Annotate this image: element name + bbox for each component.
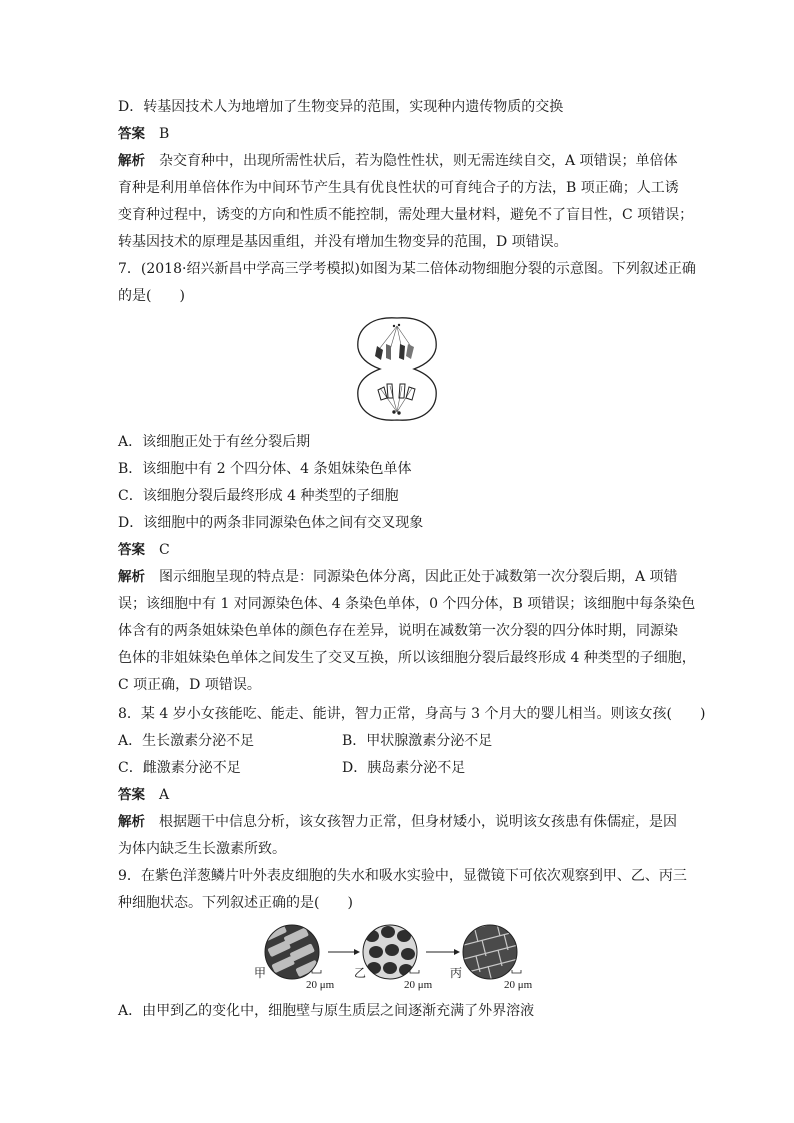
q8-analysis-line: 为体内缺乏生长激素所致。 xyxy=(118,841,286,857)
scale-label: 20 μm xyxy=(306,979,335,991)
scale-label: 20 μm xyxy=(504,979,533,991)
figure-label: 乙 xyxy=(354,966,367,980)
answer-value: C xyxy=(159,542,170,558)
q7-option: A．该细胞正处于有丝分裂后期 xyxy=(118,434,311,450)
q8-stem: 8．某 4 岁小女孩能吃、能走、能讲，智力正常，身高与 3 个月大的婴儿相当。则该女孩( ) xyxy=(118,706,706,722)
onion-cell-figure xyxy=(250,922,550,994)
q6-analysis-line: 育种是利用单倍体作为中间环节产生具有优良性状的可育纯合子的方法，B 项正确；人工诱 xyxy=(118,180,679,196)
q7-stem: 的是( ) xyxy=(118,288,185,304)
analysis-label: 解析 xyxy=(118,814,145,830)
q7-analysis-line: 体含有的两条姐妹染色单体的颜色存在差异，说明在减数第一次分裂的四分体时期，同源染 xyxy=(118,623,678,639)
q7-answer xyxy=(118,540,170,560)
q9-option-a: A．由甲到乙的变化中，细胞壁与原生质层之间逐渐充满了外界溶液 xyxy=(118,1003,535,1019)
answer-label: 答案 xyxy=(118,126,145,142)
q7-option: D．该细胞中的两条非同源染色体之间有交叉现象 xyxy=(118,515,424,531)
figure-label: 甲 xyxy=(254,966,267,980)
q7-analysis-line: 解析 图示细胞呈现的特点是：同源染色体分离，因此正处于减数第一次分裂后期，A 项错 xyxy=(118,569,678,585)
q6-analysis-line: 解析 杂交育种中，出现所需性状后，若为隐性性状，则无需连续自交，A 项错误；单倍体 xyxy=(118,153,678,169)
q7-analysis-line: 误；该细胞中有 1 对同源染色体、4 条染色单体，0 个四分体，B 项错误；该细胞中每条染色 xyxy=(118,596,696,612)
q8-option: B．甲状腺激素分泌不足 xyxy=(342,733,493,749)
analysis-label: 解析 xyxy=(118,153,145,169)
q7-option: C．该细胞分裂后最终形成 4 种类型的子细胞 xyxy=(118,488,399,504)
answer-value: A xyxy=(159,787,170,803)
q7-option: B．该细胞中有 2 个四分体、4 条姐妹染色单体 xyxy=(118,461,412,477)
q7-analysis-line: 色体的非姐妹染色单体之间发生了交叉互换，所以该细胞分裂后最终形成 4 种类型的子细胞， xyxy=(118,650,696,666)
q8-option: D．胰岛素分泌不足 xyxy=(342,760,466,776)
q6-analysis-line: 转基因技术的原理是基因重组，并没有增加生物变异的范围，D 项错误。 xyxy=(118,234,568,250)
answer-label: 答案 xyxy=(118,542,145,558)
q9-stem: 9．在紫色洋葱鳞片叶外表皮细胞的失水和吸水实验中，显微镜下可依次观察到甲、乙、丙三 xyxy=(118,868,687,884)
analysis-label: 解析 xyxy=(118,569,145,585)
q6-answer xyxy=(118,124,169,144)
cell-division-figure xyxy=(350,314,444,424)
q8-answer xyxy=(118,785,169,805)
answer-label: 答案 xyxy=(118,787,145,803)
q7-stem: 7．(2018·绍兴新昌中学高三学考模拟)如图为某二倍体动物细胞分裂的示意图。下列叙述正确 xyxy=(118,261,696,277)
q9-stem: 种细胞状态。下列叙述正确的是( ) xyxy=(118,895,353,911)
scale-label: 20 μm xyxy=(404,979,433,991)
figure-label: 丙 xyxy=(450,966,463,980)
q8-option: C．雌激素分泌不足 xyxy=(118,760,241,776)
q8-analysis-line: 解析 根据题干中信息分析，该女孩智力正常，但身材矮小，说明该女孩患有侏儒症，是因 xyxy=(118,814,677,830)
q6-option-d: D．转基因技术人为地增加了生物变异的范围，实现种内遗传物质的交换 xyxy=(118,99,564,115)
q8-option: A．生长激素分泌不足 xyxy=(118,733,255,749)
q6-analysis-line: 变育种过程中，诱变的方向和性质不能控制，需处理大量材料，避免不了盲目性，C 项错误； xyxy=(118,207,694,223)
q7-analysis-line: C 项正确，D 项错误。 xyxy=(118,677,261,693)
answer-value: B xyxy=(159,126,170,142)
